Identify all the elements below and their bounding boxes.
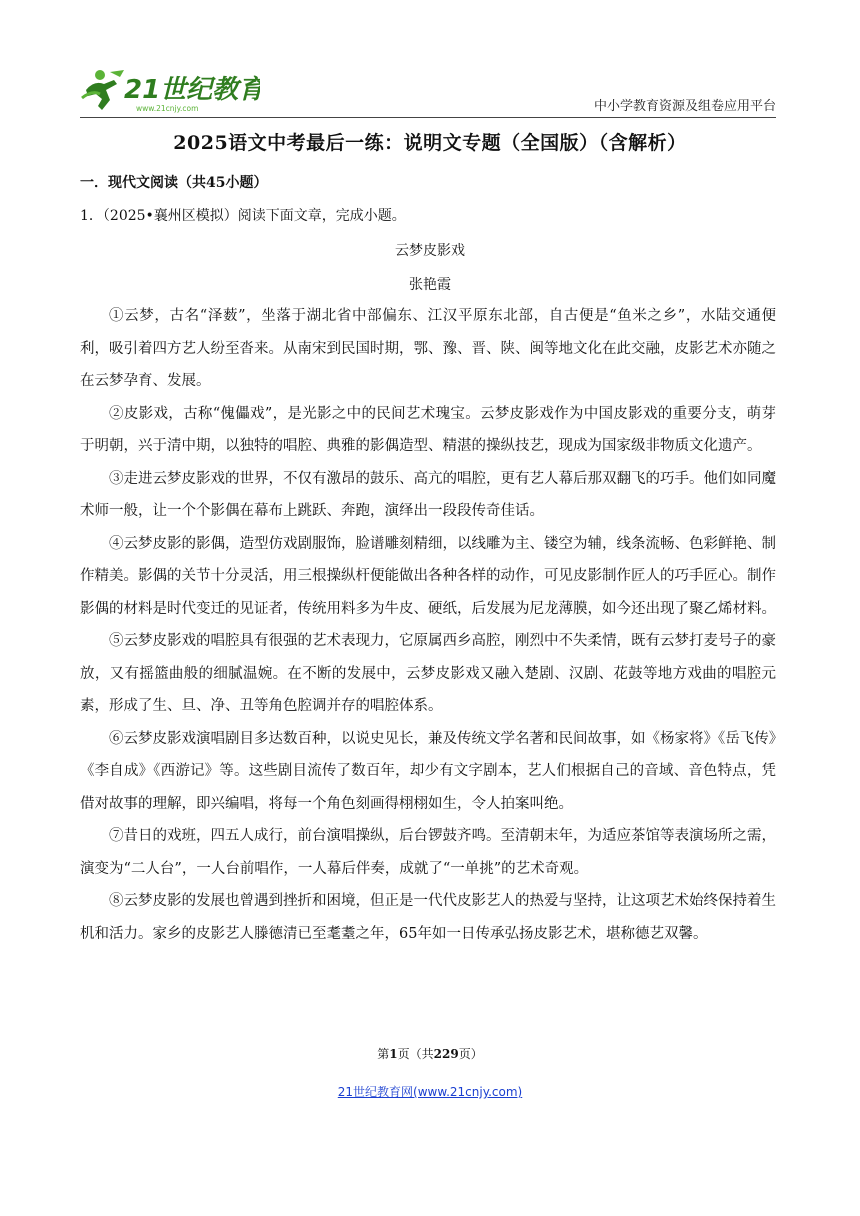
- paragraph: ④云梦皮影的影偶，造型仿戏剧服饰，脸谱雕刻精细，以线雕为主、镂空为辅，线条流畅、色彩鲜艳、制作精美。影偶的关节十分灵活，用三根操纵杆便能做出各种各样的动作，可见皮影制作匠人的巧手匠心。制作影偶的材料是时代变迁的见证者，传统用料多为牛皮、硬纸，后发展为尼龙薄膜，如今还出现了聚乙烯材料。: [80, 535, 776, 617]
- page-number: 1: [389, 1047, 398, 1061]
- platform-label: 中小学教育资源及组卷应用平台: [593, 99, 776, 114]
- paragraph: ①云梦，古名“泽薮”，坐落于湖北省中部偏东、江汉平原东北部，自古便是“鱼米之乡”，水陆交通便利，吸引着四方艺人纷至沓来。从南宋到民国时期，鄂、豫、晋、陕、闽等地文化在此交融，皮影艺术亦随之在云梦孕育、发展。: [80, 308, 776, 389]
- page-suffix: 页）: [458, 1047, 483, 1061]
- article-title: 云梦皮影戏: [395, 243, 465, 259]
- paragraph: ⑥云梦皮影戏演唱剧目多达数百种，以说史见长，兼及传统文学名著和民间故事，如《杨家将》《岳飞传》《李自成》《西游记》等。这些剧目流传了数百年，却少有文字剧本，艺人们根据自己的音域、音色特点，凭借对故事的理解，即兴编唱，将每一个角色刻画得栩栩如生，令人拍案叫绝。: [80, 730, 776, 812]
- paragraph: ③走进云梦皮影戏的世界，不仅有激昂的鼓乐、高亢的唱腔，更有艺人幕后那双翻飞的巧手。他们如同魔术师一般，让一个个影偶在幕布上跳跃、奔跑，演绎出一段段传奇佳话。: [80, 470, 776, 519]
- page-prefix: 第: [377, 1047, 390, 1061]
- site-logo[interactable]: [80, 68, 260, 114]
- page-middle: 页（共: [397, 1047, 434, 1061]
- paragraph: ⑦昔日的戏班，四五人成行，前台演唱操纵，后台锣鼓齐鸣。至清朝末年，为适应茶馆等表演场所之需，演变为“二人台”，一人台前唱作，一人幕后伴奏，成就了“一单挑”的艺术奇观。: [80, 828, 776, 877]
- article-author: 张艳霞: [409, 277, 451, 293]
- question-intro: 1．（2025•襄州区模拟）阅读下面文章，完成小题。: [80, 208, 406, 224]
- footer: [0, 1083, 860, 1100]
- paragraph: ②皮影戏，古称“傀儡戏”，是光影之中的民间艺术瑰宝。云梦皮影戏作为中国皮影戏的重要分支，萌芽于明朝，兴于清中期，以独特的唱腔、典雅的影偶造型、精湛的操纵技艺，现成为国家级非物质文化遗产。: [80, 405, 776, 454]
- article-body: [80, 300, 776, 950]
- paragraph: ⑧云梦皮影的发展也曾遇到挫折和困境，但正是一代代皮影艺人的热爱与坚持，让这项艺术始终保持着生机和活力。家乡的皮影艺人滕德清已至耄耋之年，65年如一日传承弘扬皮影艺术，堪称德艺双馨。: [80, 893, 776, 942]
- logo-text: 21世纪教育: [124, 75, 260, 105]
- logo-url: www.21cnjy.com: [136, 104, 199, 113]
- page-total: 229: [433, 1047, 459, 1061]
- page-header: [80, 60, 776, 120]
- document-title: 2025语文中考最后一练：说明文专题（全国版）（含解析）: [173, 132, 687, 154]
- section-heading: 一．现代文阅读（共45小题）: [80, 175, 268, 191]
- paragraph: ⑤云梦皮影戏的唱腔具有很强的艺术表现力，它原属西乡高腔，刚烈中不失柔情，既有云梦打麦号子的豪放，又有摇篮曲般的细腻温婉。在不断的发展中，云梦皮影戏又融入楚剧、汉剧、花鼓等地方戏曲的唱腔元素，形成了生、旦、净、丑等角色腔调并存的唱腔体系。: [80, 633, 776, 714]
- site-link[interactable]: 21世纪教育网(www.21cnjy.com): [337, 1085, 523, 1099]
- page-counter: [0, 1045, 860, 1062]
- header-divider: [80, 117, 776, 118]
- running-figure-logo-icon: [80, 68, 260, 114]
